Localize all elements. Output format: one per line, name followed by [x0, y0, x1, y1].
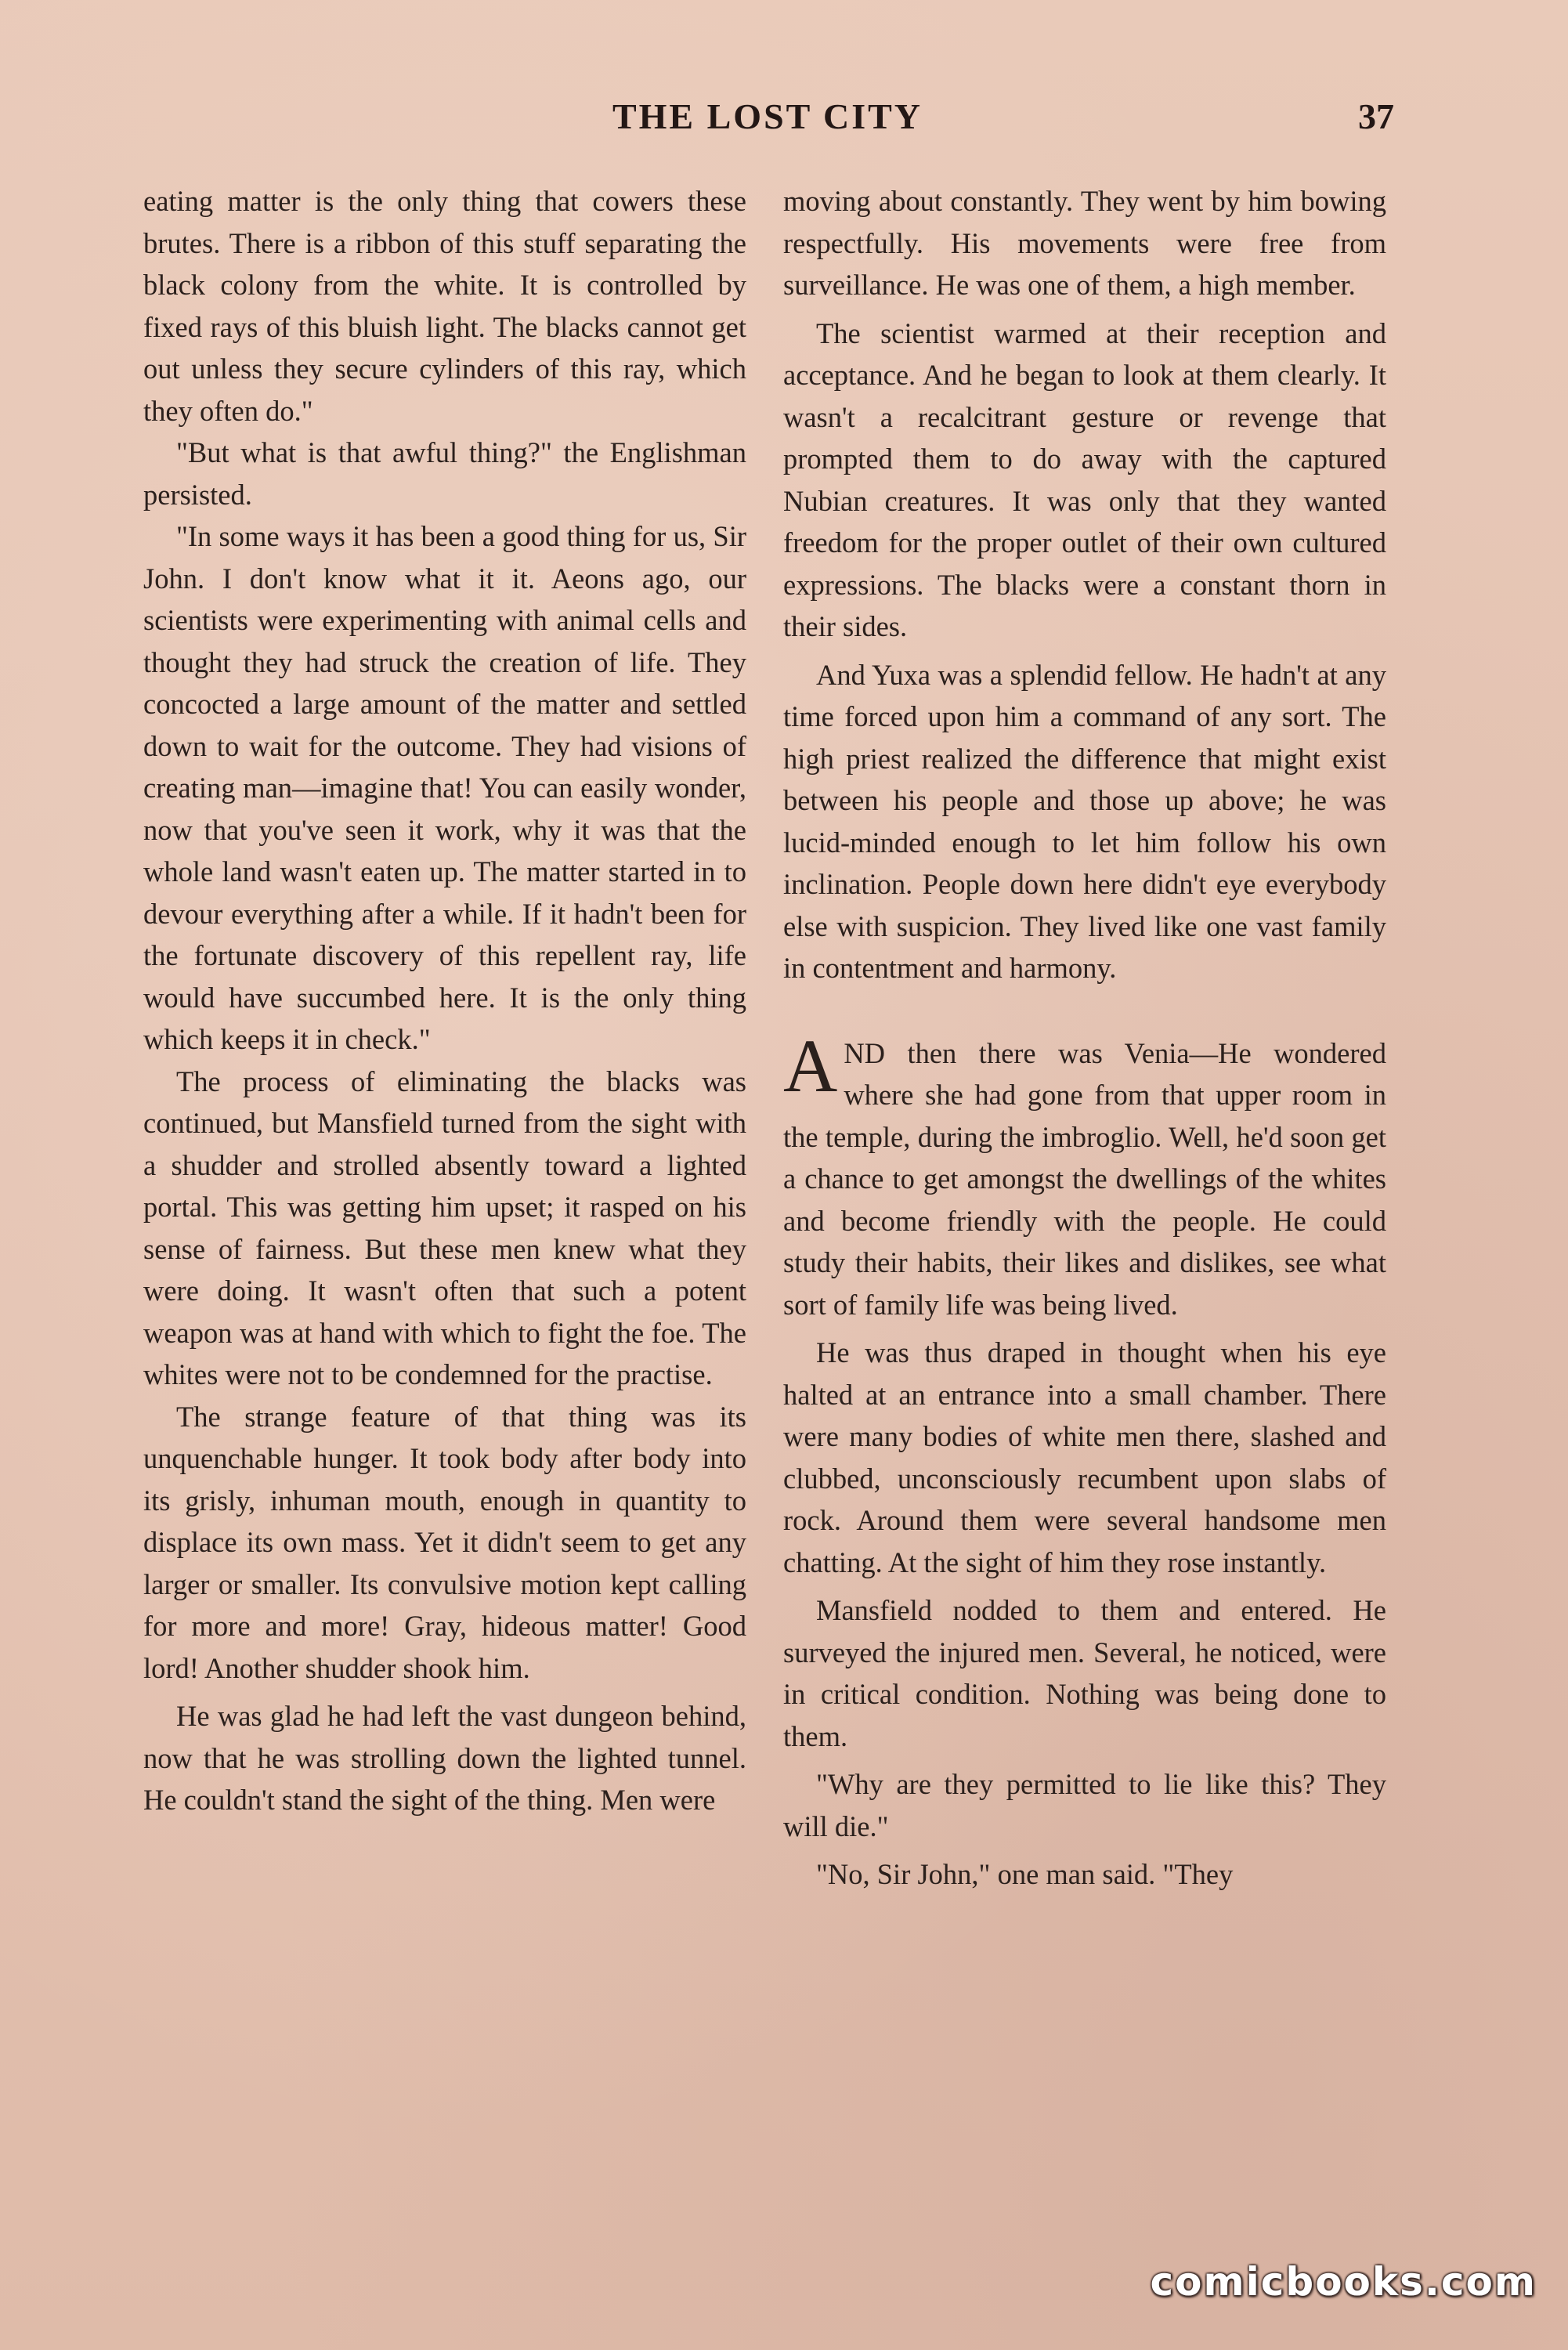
site-watermark: comicbooks.com	[1150, 2259, 1537, 2305]
paragraph: The process of eliminating the blacks was continued, but Mansfield turned from the sight with a shudder and strolled absently toward a lighted portal. This was getting him upset; it rasped on his sense of fairness. But these men knew what they were doing. It wasn't often that such a potent weapon was at hand with which to fight the foe. The whites were not to be condemned for the practise.	[143, 1065, 746, 1390]
running-title: THE LOST CITY	[612, 96, 923, 136]
paragraph: eating matter is the only thing that cowers these brutes. There is a ribbon of this stuff separating the black colony from the white. It is controlled by fixed rays of this bluish light. The blacks cannot get out unless they secure cylinders of this ray, which they often do."	[143, 185, 746, 427]
paragraph: Mansfield nodded to them and entered. He surveyed the injured men. Several, he noticed, were in critical condition. Nothing was being done to them.	[783, 1594, 1386, 1752]
paragraph: He was glad he had left the vast dungeon behind, now that he was strolling down the lighted tunnel. He couldn't stand the sight of the thing. Men were	[143, 1700, 746, 1816]
paragraph: "In some ways it has been a good thing for us, Sir John. I don't know what it it. Aeons ago, our scientists were experimenting with animal cells and thought they had struck the creation of life. They concocted a large amount of the matter and settled down to wait for the outcome. They had visions of creating man—imagine that! You can easily wonder, now that you've seen it work, why it was that the whole land wasn't eaten up. The matter started in to devour everything after a while. If it hadn't been for the fortunate discovery of this repellent ray, life would have succumbed here. It is the only thing which keeps it in check."	[143, 520, 746, 1055]
paragraph-text: ND then there was Venia—He wondered where she had gone from that upper room in the temple, during the imbroglio. Well, he'd soon get a chance to get amongst the dwellings of the whites and become friendly with the people. He could study their habits, their likes and dislikes, see what sort of family life was being lived.	[783, 1036, 1386, 1321]
paragraph: He was thus draped in thought when his eye halted at an entrance into a small chamber. There were many bodies of white men there, slashed and clubbed, unconsciously recumbent upon slabs of rock. Around them were several handsome men chatting. At the sight of him they rose instantly.	[783, 1336, 1386, 1578]
section-opening-paragraph	[783, 1023, 1386, 1326]
page-header	[141, 96, 1394, 143]
section-break	[783, 989, 1386, 1032]
page-number: 37	[1358, 96, 1394, 136]
text-column-right	[783, 180, 1386, 1896]
paragraph: And Yuxa was a splendid fellow. He hadn't at any time forced upon him a command of any sort. The high priest realized the difference that might exist between his people and those up above; he was lucid-minded enough to let him follow his own inclination. People down here didn't eye everybody else with suspicion. They lived like one vast family in contentment and harmony.	[783, 658, 1386, 984]
paragraph: The scientist warmed at their reception and acceptance. And he began to look at them clearly. It wasn't a recalcitrant gesture or revenge that prompted them to do away with the captured Nubian creatures. It was only that they wanted freedom for the proper outlet of their own cultured expressions. The blacks were a constant thorn in their sides.	[783, 316, 1386, 642]
text-column-left	[143, 180, 746, 1821]
paragraph: The strange feature of that thing was its unquenchable hunger. It took body after body into its grisly, inhuman mouth, enough in quantity to displace its own mass. Yet it didn't seem to get any larger or smaller. Its convulsive motion kept calling for more and more! Gray, hideous matter! Good lord! Another shudder shook him.	[143, 1400, 746, 1684]
paragraph: "Why are they permitted to lie like this? They will die."	[783, 1768, 1386, 1842]
paragraph: moving about constantly. They went by him bowing respectfully. His movements were free from surveillance. He was one of them, a high member.	[783, 185, 1386, 301]
drop-cap: A	[783, 1023, 838, 1108]
paragraph: "No, Sir John," one man said. "They	[816, 1858, 1234, 1890]
paragraph: "But what is that awful thing?" the Englishman persisted.	[143, 436, 746, 511]
